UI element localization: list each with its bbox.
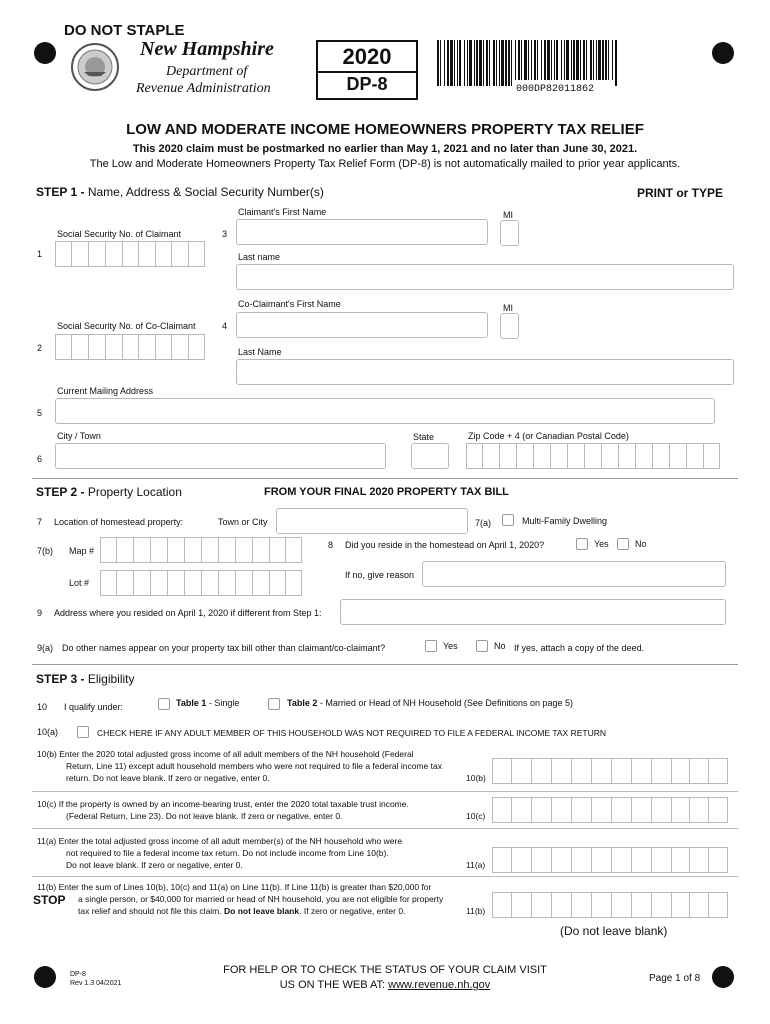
line-11a-text3: Do not leave blank. If zero or negative, enter 0.: [66, 860, 243, 870]
punch-hole-top-right: [712, 42, 734, 64]
form-title: LOW AND MODERATE INCOME HOMEOWNERS PROPERTY TAX RELIEF: [126, 121, 644, 138]
coclaimant-first-label: Co-Claimant's First Name: [238, 299, 341, 309]
line-11b-text2: a single person, or $40,000 for married or head of NH household, you are not eligible for property: [78, 894, 444, 904]
line-10b-text3: return. Do not leave blank. If zero or negative, enter 0.: [66, 773, 270, 783]
barcode-bar: [476, 40, 478, 86]
barcode-bar: [508, 40, 510, 86]
line-7-num: 7: [37, 517, 43, 527]
barcode-bar: [531, 40, 532, 80]
line-1-num: 1: [37, 249, 43, 259]
line-9-num: 9: [37, 608, 43, 618]
barcode-bar: [459, 40, 461, 86]
reside-yes-checkbox[interactable]: [576, 538, 588, 550]
mi-label: MI: [503, 210, 513, 220]
town-city-field[interactable]: [276, 508, 468, 534]
not-required-file-label: CHECK HERE IF ANY ADULT MEMBER OF THIS HOUSEHOLD WAS NOT REQUIRED TO FILE A FEDERAL INCOME TAX RETURN: [97, 728, 606, 738]
town-city-label: Town or City: [218, 517, 268, 527]
claimant-ssn-field[interactable]: [55, 241, 205, 267]
reside-no-checkbox[interactable]: [617, 538, 629, 550]
barcode-bar: [551, 40, 552, 80]
barcode-bar: [505, 40, 507, 86]
line-11b-text3: tax relief and should not file this claim. Do not leave blank. If zero or negative, enter 0.: [78, 906, 406, 916]
barcode-bar: [534, 40, 536, 80]
line-11a-text2: not required to file a federal income tax return. Do not include income from Line 10(b).: [66, 848, 389, 858]
step3-label: STEP 3 - Eligibility: [36, 672, 135, 686]
barcode-text: 000DP82011862: [516, 84, 595, 95]
multi-family-checkbox[interactable]: [502, 514, 514, 526]
homestead-location-label: Location of homestead property:: [54, 517, 184, 527]
barcode-bar: [576, 40, 579, 80]
barcode-bar: [474, 40, 475, 86]
zip-field[interactable]: [466, 443, 736, 469]
line-10c-ref: 10(c): [466, 811, 486, 821]
not-required-file-checkbox[interactable]: [77, 726, 89, 738]
address-reside-label: Address where you resided on April 1, 2020 if different from Step 1:: [54, 608, 322, 618]
barcode-bar: [489, 40, 490, 86]
line-10a-num: 10(a): [37, 727, 59, 737]
page-number: Page 1 of 8: [649, 973, 701, 984]
barcode-bar: [556, 40, 558, 80]
barcode-bar: [483, 40, 484, 86]
barcode-bar: [521, 40, 522, 80]
barcode-bar: [566, 40, 569, 80]
line-11b-text1: 11(b) Enter the sum of Lines 10(b), 10(c) and 11(a) on Line 11(b). If Line 11(b) is greater than $20,000 for: [37, 882, 432, 892]
barcode-bar: [515, 40, 516, 80]
barcode-bar: [608, 40, 609, 80]
punch-hole-top-left: [34, 42, 56, 64]
coclaimant-mi-field[interactable]: [500, 313, 519, 339]
claimant-first-name-field[interactable]: [236, 219, 488, 245]
barcode-bar: [580, 40, 581, 80]
barcode-bar: [612, 40, 613, 80]
footer-revision: Rev 1.3 04/2021: [70, 980, 122, 987]
lot-label: Lot #: [69, 578, 90, 588]
state-label: State: [413, 432, 435, 442]
coclaimant-first-name-field[interactable]: [236, 312, 488, 338]
table1-checkbox[interactable]: [158, 698, 170, 710]
attach-deed-note: If yes, attach a copy of the deed.: [514, 643, 645, 653]
line-10b-ref: 10(b): [466, 773, 486, 783]
stop-label: STOP: [33, 893, 66, 907]
footer-form-code: DP-8: [70, 971, 86, 978]
line-10c-amount-field[interactable]: [492, 797, 728, 823]
help-line1: FOR HELP OR TO CHECK THE STATUS OF YOUR CLAIM VISIT: [223, 964, 547, 976]
line-3-num: 3: [222, 229, 228, 239]
barcode-bar: [605, 40, 607, 80]
line-5-num: 5: [37, 408, 43, 418]
mi-label-2: MI: [503, 303, 513, 313]
other-names-yes-label: Yes: [443, 641, 458, 651]
map-label: Map #: [69, 546, 95, 556]
barcode-bar: [486, 40, 488, 86]
barcode-bar: [590, 40, 592, 80]
line-11a-ref: 11(a): [466, 860, 486, 870]
other-names-no-checkbox[interactable]: [476, 640, 488, 652]
do-not-staple: DO NOT STAPLE: [64, 22, 185, 39]
barcode-bar: [499, 40, 500, 86]
dept-line2: Revenue Administration: [136, 81, 271, 96]
claimant-last-name-field[interactable]: [236, 264, 734, 290]
line-11b-amount-field[interactable]: [492, 892, 728, 918]
line-9a-num: 9(a): [37, 643, 54, 653]
line-11a-divider: [32, 876, 738, 877]
other-names-yes-checkbox[interactable]: [425, 640, 437, 652]
table2-checkbox[interactable]: [268, 698, 280, 710]
line-7b-num: 7(b): [37, 546, 54, 556]
barcode: [436, 40, 618, 86]
last-name-label-2: Last Name: [238, 347, 282, 357]
dept-line1: Department of: [166, 64, 248, 79]
barcode-bar: [511, 40, 512, 86]
qualify-under-label: I qualify under:: [64, 702, 124, 712]
barcode-bar: [518, 40, 520, 80]
line-4-num: 4: [222, 321, 228, 331]
step1-label: STEP 1 - Name, Address & Social Security Number(s): [36, 185, 324, 199]
table1-label: Table 1 - Single: [176, 698, 240, 708]
line-10-num: 10: [37, 702, 48, 712]
line-10b-divider: [32, 791, 738, 792]
mailing-notice: The Low and Moderate Homeowners Property Tax Relief Form (DP-8) is not automatically mailed to prior year applicants.: [89, 158, 681, 170]
mailing-address-field[interactable]: [55, 398, 715, 424]
claimant-first-label: Claimant's First Name: [238, 207, 327, 217]
form-year: 2020: [342, 44, 392, 69]
barcode-bar: [602, 40, 604, 80]
barcode-bar: [440, 40, 441, 86]
postmark-notice: This 2020 claim must be postmarked no earlier than May 1, 2021 and no later than June 30, 2021.: [132, 143, 638, 155]
barcode-bar: [437, 40, 439, 86]
city-label: City / Town: [57, 431, 101, 441]
barcode-bar: [554, 40, 555, 80]
state-name: New Hampshire: [140, 38, 274, 60]
step1-divider: [32, 478, 738, 479]
reside-yes-label: Yes: [594, 539, 609, 549]
step2-divider: [32, 664, 738, 665]
line-6-num: 6: [37, 454, 43, 464]
barcode-bar: [573, 40, 575, 80]
barcode-bar: [615, 40, 617, 86]
help-line2: US ON THE WEB AT: www.revenue.nh.gov: [279, 979, 491, 991]
barcode-bar: [583, 40, 585, 80]
zip-label: Zip Code + 4 (or Canadian Postal Code): [468, 431, 629, 441]
website-link[interactable]: www.revenue.nh.gov: [388, 979, 491, 991]
last-name-label: Last name: [238, 252, 281, 262]
line-11b-ref: 11(b): [466, 906, 486, 916]
line-10b-amount-field[interactable]: [492, 758, 728, 784]
barcode-bar: [593, 40, 594, 80]
form-code: DP-8: [346, 74, 388, 94]
barcode-bar: [586, 40, 587, 80]
line-11a-amount-field[interactable]: [492, 847, 728, 873]
barcode-bar: [561, 40, 562, 80]
barcode-bar: [493, 40, 495, 86]
barcode-bar: [541, 40, 542, 80]
barcode-bar: [454, 40, 455, 86]
city-field[interactable]: [55, 443, 386, 469]
reside-question: Did you reside in the homestead on April 1, 2020?: [345, 540, 545, 550]
state-field[interactable]: [411, 443, 449, 469]
line-10b-text1: 10(b) Enter the 2020 total adjusted gross income of all adult members of the NH household (Federal: [37, 749, 414, 759]
barcode-bar: [524, 40, 527, 80]
barcode-bar: [598, 40, 601, 80]
claimant-mi-field[interactable]: [500, 220, 519, 246]
map-number-field[interactable]: [100, 537, 302, 563]
barcode-bar: [464, 40, 465, 86]
state-seal-icon: [70, 42, 120, 92]
barcode-bar: [479, 40, 482, 86]
line-8-num: 8: [328, 540, 334, 550]
line-11a-text1: 11(a) Enter the total adjusted gross income of all adult member(s) of the NH household who were: [37, 836, 403, 846]
barcode-bar: [564, 40, 565, 80]
coclaimant-last-name-field[interactable]: [236, 359, 734, 385]
barcode-bar: [469, 40, 472, 86]
barcode-bar: [444, 40, 445, 86]
barcode-bar: [547, 40, 550, 80]
table2-label: Table 2 - Married or Head of NH Household (See Definitions on page 5): [287, 698, 573, 708]
barcode-bar: [544, 40, 546, 80]
other-names-no-label: No: [494, 641, 506, 651]
ssn-coclaimant-label: Social Security No. of Co-Claimant: [57, 321, 196, 331]
do-not-leave-blank: (Do not leave blank): [560, 924, 668, 938]
barcode-bar: [596, 40, 597, 80]
ssn-claimant-label: Social Security No. of Claimant: [57, 229, 182, 239]
if-no-reason-field[interactable]: [422, 561, 726, 587]
from-tax-bill: FROM YOUR FINAL 2020 PROPERTY TAX BILL: [264, 486, 509, 498]
if-no-reason-label: If no, give reason: [345, 570, 415, 580]
other-names-question: Do other names appear on your property tax bill other than claimant/co-claimant?: [62, 643, 386, 653]
line-7a-num: 7(a): [475, 518, 492, 528]
barcode-bar: [537, 40, 538, 80]
barcode-bar: [467, 40, 468, 86]
year-form-box: [316, 40, 418, 100]
multi-family-label: Multi-Family Dwelling: [522, 516, 608, 526]
line-10c-text2: (Federal Return, Line 23). Do not leave blank. If zero or negative, enter 0.: [66, 811, 343, 821]
barcode-bar: [457, 40, 458, 86]
step2-label: STEP 2 - Property Location: [36, 485, 182, 499]
mailing-address-label: Current Mailing Address: [57, 386, 154, 396]
barcode-bar: [450, 40, 453, 86]
lot-number-field[interactable]: [100, 570, 302, 596]
address-reside-field[interactable]: [340, 599, 726, 625]
coclaimant-ssn-field[interactable]: [55, 334, 205, 360]
barcode-bar: [447, 40, 449, 86]
line-10c-divider: [32, 828, 738, 829]
line-2-num: 2: [37, 343, 43, 353]
line-10c-text1: 10(c) If the property is owned by an income-bearing trust, enter the 2020 total taxable trust income.: [37, 799, 409, 809]
barcode-bar: [528, 40, 529, 80]
barcode-bar: [571, 40, 572, 80]
print-or-type: PRINT or TYPE: [637, 186, 724, 200]
barcode-bar: [501, 40, 504, 86]
reside-no-label: No: [635, 539, 647, 549]
barcode-bar: [496, 40, 497, 86]
line-10b-text2: Return, Line 11) except adult household members who were not required to file a federal income tax: [66, 761, 442, 771]
